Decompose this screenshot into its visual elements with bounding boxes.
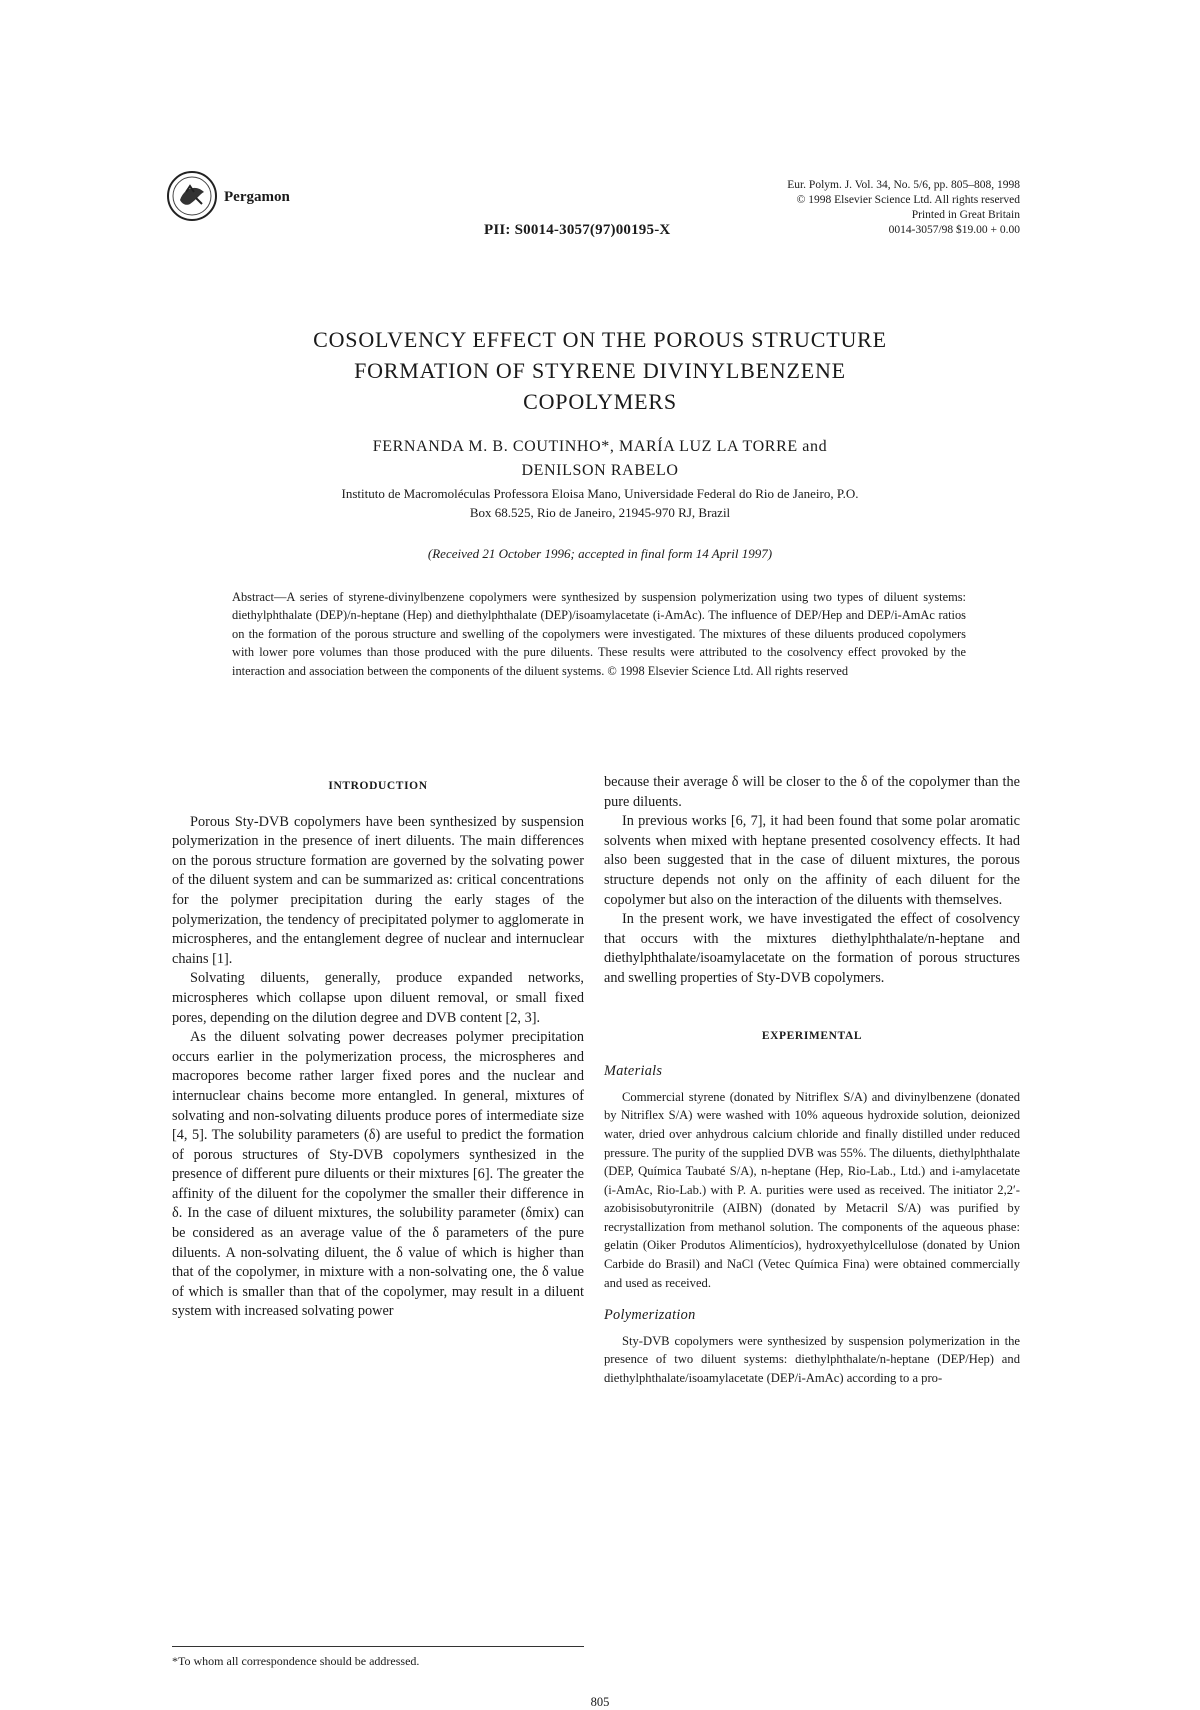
affiliation-line-2: Box 68.525, Rio de Janeiro, 21945-970 RJ, Brazil xyxy=(469,505,731,520)
intro-paragraph-2: Solvating diluents, generally, produce expanded networks, microspheres which collapse upon diluent removal, or small fixed pores, depending on the dilution degree and DVB content [2, 3]. xyxy=(172,970,584,1026)
footnote-divider xyxy=(172,1646,584,1647)
intro-paragraph-5: In the present work, we have investigated the effect of cosolvency that occurs with the mixtures diethylphthalate/n-heptane and diethylphthalate/isoamylacetate on the formation of porous structures and swelling properties of Sty-DVB copolymers. xyxy=(604,911,1020,986)
intro-paragraph-4: In previous works [6, 7], it had been found that some polar aromatic solvents when mixed with heptane presented cosolvency effects. It had also been suggested that in the case of diluent mixtures, the porous structure depends not only on the affinity of each diluent for the copolymer but also on the interaction of the diluents with themselves. xyxy=(604,813,1020,908)
intro-continuation: because their average δ will be closer to the δ of the copolymer than the pure diluents. xyxy=(604,774,1020,810)
author-list xyxy=(150,435,1050,483)
printed-line: Printed in Great Britain xyxy=(911,209,1020,221)
abstract: Abstract—A series of styrene-divinylbenzene copolymers were synthesized by suspension polymerization using two types of diluent systems: diethylphthalate (DEP)/n-heptane (Hep) and diethylphthalate (DEP)/isoamylacetate (i-AmAc). The influence of DEP/Hep and DEP/i-AmAc ratios on the formation of the porous structure and swelling of the copolymers were investigated. The mixtures of these diluents produced copolymers with lower pore volumes than those produced with the pure diluents. These results were attributed to the cosolvency effect provoked by the interaction and association between the components of the diluent systems. © 1998 Elsevier Science Ltd. All rights reserved xyxy=(232,590,966,678)
subheading-materials: Materials xyxy=(604,1063,663,1080)
section-heading-experimental: EXPERIMENTAL xyxy=(761,1029,863,1042)
polymerization-paragraph: Sty-DVB copolymers were synthesized by suspension polymerization in the presence of two diluent systems: diethylphthalate/n-heptane (DEP/Hep) and diethylphthalate/isoamylacetate (DEP/i-AmAc) according to a pro- xyxy=(604,1333,1020,1386)
title-line-1: COSOLVENCY EFFECT ON THE POROUS STRUCTURE xyxy=(313,327,887,352)
affiliation-line-1: Instituto de Macromoléculas Professora Eloisa Mano, Universidade Federal do Rio de Janeiro, P.O. xyxy=(341,486,859,501)
footnote: *To whom all correspondence should be addressed. xyxy=(172,1654,420,1668)
pergamon-logo xyxy=(166,170,218,222)
intro-paragraph-1: Porous Sty-DVB copolymers have been synthesized by suspension polymerization in the presence of inert diluents. The main differences on the porous structure formation are governed by the solvating power of the diluent system and can be summarized as: critical concentrations for the polymer precipitation during the early stages of the polymerization, the tendency of precipitated polymer to agglomerate in microspheres, and the entanglement degree of nuclear and internuclear chains [1]. xyxy=(172,813,584,967)
authors-line-2: DENILSON RABELO xyxy=(521,462,679,479)
right-column xyxy=(604,773,1020,1388)
title-line-3: COPOLYMERS xyxy=(523,389,677,414)
section-heading-introduction: INTRODUCTION xyxy=(328,780,428,792)
materials-paragraph: Commercial styrene (donated by Nitriflex S/A) and divinylbenzene (donated by Nitriflex S/A) were washed with 10% aqueous hydroxide solution, deionized water, dried over anhydrous calcium chloride and finally distilled under reduced pressure. The purity of the supplied DVB was 55%. The diluents, diethylphthalate (DEP, Química Taubaté S/A), n-heptane (Hep, Rio-Lab., Ltd.) and i-amylacetate (i-AmAc, Rio-Lab.) with P. A. purities were used as received. The initiator 2,2′-azobisisobutyronitrile (AIBN) (donated by Metacril S/A) was purified by recrystallization from methanol solution. The components of the aqueous phase: gelatin (Oiker Produtos Alimentícios), hydroxyethylcellulose (donated by Union Carbide do Brasil) and NaCl (Vetec Química Fina) were obtained commercially and used as received. xyxy=(604,1089,1020,1290)
authors-line-1: FERNANDA M. B. COUTINHO*, MARÍA LUZ LA TORRE and xyxy=(372,438,828,455)
pii-identifier: PII: S0014-3057(97)00195-X xyxy=(484,222,671,238)
price-line: 0014-3057/98 $19.00 + 0.00 xyxy=(888,224,1020,236)
publisher-name: Pergamon xyxy=(224,189,290,205)
paper-title xyxy=(150,324,1050,417)
received-dates: (Received 21 October 1996; accepted in final form 14 April 1997) xyxy=(427,546,773,561)
left-column xyxy=(172,773,584,1322)
page-number: 805 xyxy=(590,1695,610,1709)
title-line-2: FORMATION OF STYRENE DIVINYLBENZENE xyxy=(354,358,846,383)
journal-info xyxy=(660,178,1020,238)
intro-paragraph-3: As the diluent solvating power decreases polymer precipitation occurs earlier in the polymerization process, the microspheres and macropores become rather larger fixed pores and the nuclear and internuclear chains become more entangled. In general, mixtures of solvating and non-solvating diluents produce pores of intermediate size [4, 5]. The solubility parameters (δ) are useful to predict the formation of porous structures of Sty-DVB copolymers synthesized in the presence of different pure diluents or their mixtures [6]. The greater the affinity of the diluent for the copolymer the smaller their difference in δ. In the case of diluent mixtures, the solubility parameter (δmix) can be considered as an average value of the δ parameters of the pure diluents. A non-solvating diluent, the δ value of which is higher than that of the copolymer, in mixture with a non-solvating one, the δ value of which is smaller than that of the copolymer, may result in a diluent system with increased solvating power xyxy=(172,1029,584,1320)
section-gap xyxy=(604,989,1020,1023)
subheading-polymerization: Polymerization xyxy=(604,1307,696,1324)
copyright-line: © 1998 Elsevier Science Ltd. All rights reserved xyxy=(796,194,1020,206)
journal-citation: Eur. Polym. J. Vol. 34, No. 5/6, pp. 805–808, 1998 xyxy=(787,179,1020,191)
affiliation xyxy=(220,484,980,522)
